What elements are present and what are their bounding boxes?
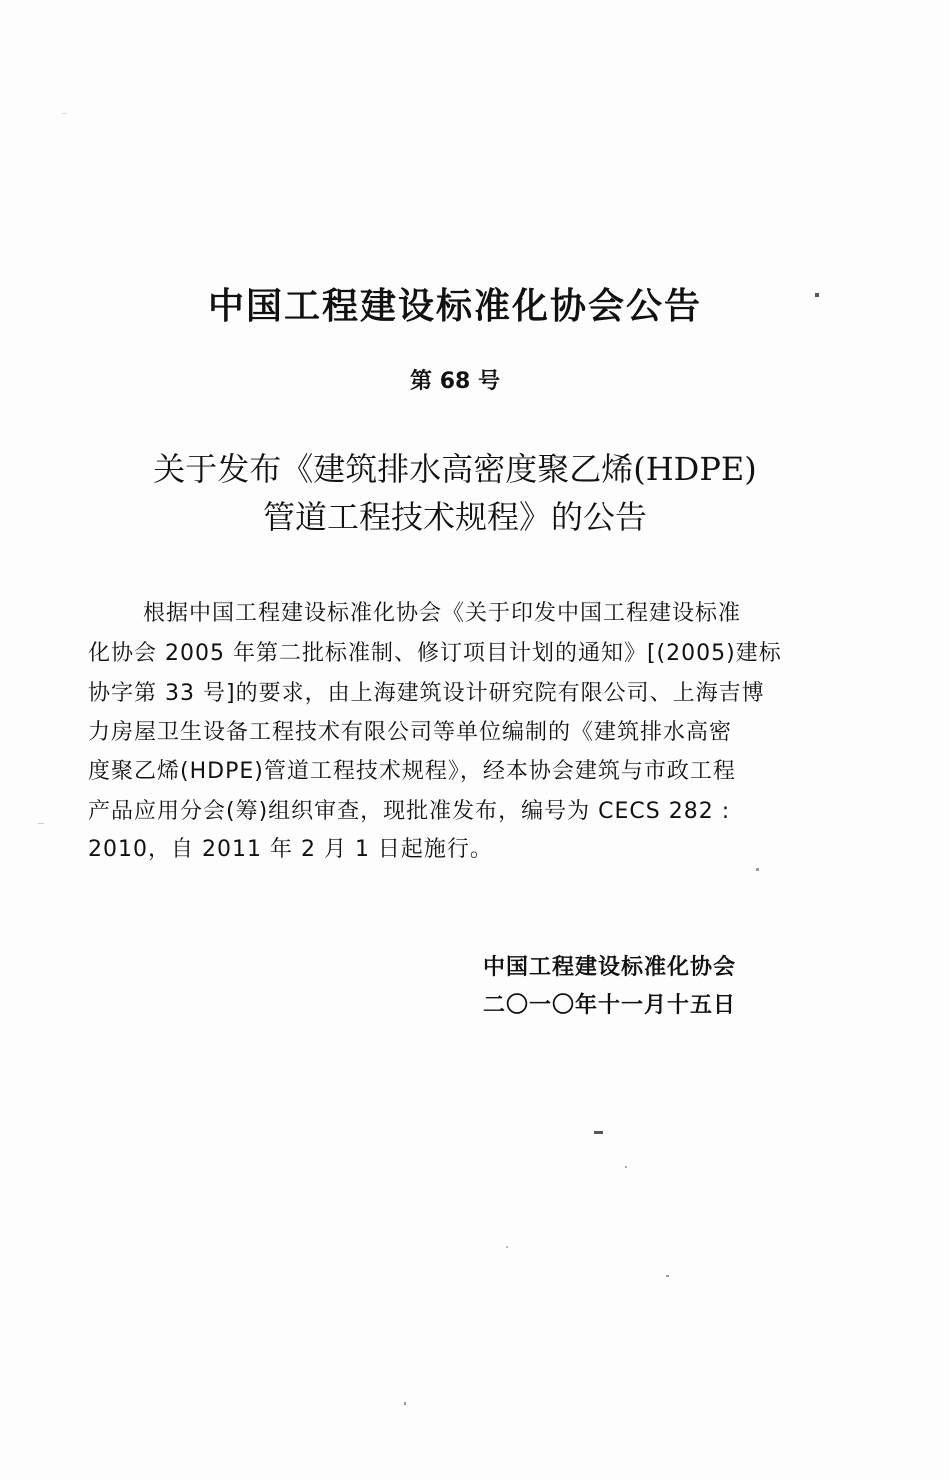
scan-speck <box>625 1166 627 1168</box>
page-title: 中国工程建设标准化协会公告 <box>207 286 702 327</box>
notice-title-line-1: 关于发布《建筑排水高密度聚乙烯(HDPE) <box>153 450 757 488</box>
scan-speck <box>506 1246 508 1248</box>
scan-speck <box>404 1402 406 1405</box>
body-line-7: 2010，自 2011 年 2 月 1 日起施行。 <box>88 837 493 862</box>
scan-speck <box>62 113 67 114</box>
scan-speck <box>666 1275 669 1277</box>
signature-date: 二〇一〇年十一月十五日 <box>483 993 737 1018</box>
body-line-6: 产品应用分会(筹)组织审查，现批准发布，编号为 CECS 282 : <box>88 799 731 824</box>
scan-speck <box>38 823 44 824</box>
scan-speck <box>815 293 819 297</box>
body-line-3: 协字第 33 号]的要求，由上海建筑设计研究院有限公司、上海吉博 <box>88 681 765 706</box>
body-line-1: 根据中国工程建设标准化协会《关于印发中国工程建设标准 <box>143 601 742 626</box>
notice-number: 第 68 号 <box>410 369 500 394</box>
scan-speck <box>756 868 759 871</box>
body-line-5: 度聚乙烯(HDPE)管道工程技术规程》，经本协会建筑与市政工程 <box>88 759 736 784</box>
signature-organization: 中国工程建设标准化协会 <box>483 955 737 980</box>
body-line-4: 力房屋卫生设备工程技术有限公司等单位编制的《建筑排水高密 <box>88 720 733 745</box>
scan-speck <box>594 1131 603 1134</box>
notice-title-line-2: 管道工程技术规程》的公告 <box>262 498 647 536</box>
body-line-2: 化协会 2005 年第二批标准制、修订项目计划的通知》[(2005)建标 <box>88 641 782 666</box>
